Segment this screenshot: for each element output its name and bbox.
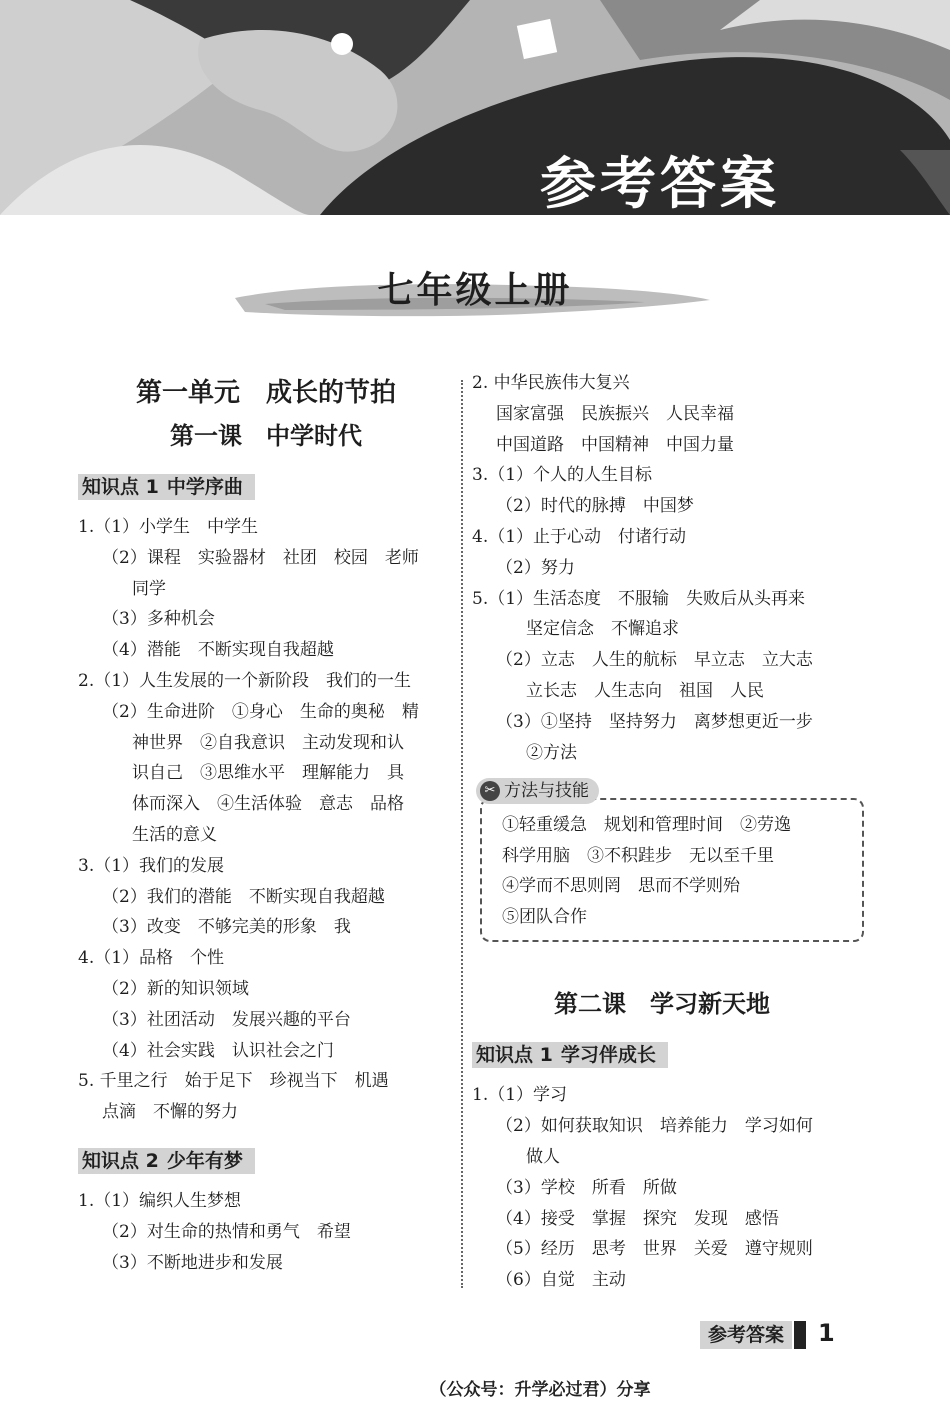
answer-line: 生活的意义 bbox=[132, 824, 217, 845]
answer-line: （3）不断地进步和发展 bbox=[102, 1252, 283, 1273]
answer-line: （5）经历 思考 世界 关爱 遵守规则 bbox=[496, 1239, 813, 1260]
answer-line: （2）我们的潜能 不断实现自我超越 bbox=[102, 886, 385, 907]
answer-line: （2）新的知识领域 bbox=[102, 978, 249, 999]
method-line: ④学而不思则罔 思而不学则殆 bbox=[502, 876, 740, 897]
method-skills-label: ✂ 方法与技能 bbox=[476, 778, 599, 804]
method-line: ⑤团队合作 bbox=[502, 906, 587, 927]
tools-icon: ✂ bbox=[480, 781, 500, 801]
answer-line: 2. 中华民族伟大复兴 bbox=[472, 373, 630, 393]
answer-line: （2）生命进阶 ①身心 生命的奥秘 精 bbox=[102, 701, 419, 722]
footer-section-label: 参考答案 bbox=[700, 1321, 792, 1349]
answer-line: 国家富强 民族振兴 人民幸福 bbox=[496, 403, 734, 424]
method-lines bbox=[502, 810, 852, 932]
continued-answers bbox=[472, 368, 852, 768]
answer-line: 3.（1）个人的人生目标 bbox=[472, 465, 653, 486]
knowledge-point-heading: 知识点 2 少年有梦 bbox=[78, 1148, 255, 1174]
knowledge-point-lines bbox=[472, 1080, 852, 1296]
answer-line: （2）对生命的热情和勇气 希望 bbox=[102, 1221, 351, 1242]
answer-line: （2）课程 实验器材 社团 校园 老师 bbox=[102, 547, 419, 568]
answer-line: 1.（1）学习 bbox=[472, 1085, 568, 1106]
answer-line: 立长志 人生志向 祖国 人民 bbox=[526, 680, 764, 701]
answer-line: （4）社会实践 认识社会之门 bbox=[102, 1040, 334, 1061]
column-divider bbox=[461, 380, 463, 1288]
header-banner bbox=[0, 0, 950, 215]
answer-line: 2.（1）人生发展的一个新阶段 我们的一生 bbox=[78, 670, 412, 691]
knowledge-point-heading: 知识点 1 学习伴成长 bbox=[472, 1042, 668, 1068]
answer-line: （3）改变 不够完美的形象 我 bbox=[102, 917, 351, 938]
left-column bbox=[78, 368, 454, 1278]
answer-line: （4）接受 掌握 探究 发现 感悟 bbox=[496, 1208, 779, 1229]
answer-line: ②方法 bbox=[526, 742, 577, 763]
knowledge-point-heading: 知识点 1 中学序曲 bbox=[78, 474, 255, 500]
page-number: 1 bbox=[818, 1319, 835, 1347]
answer-line: 5. 千里之行 始于足下 珍视当下 机遇 bbox=[78, 1071, 389, 1092]
method-skills-box bbox=[480, 781, 864, 942]
answer-line: （2）努力 bbox=[496, 557, 575, 578]
answer-line: （6）自觉 主动 bbox=[496, 1270, 626, 1291]
answer-line: 神世界 ②自我意识 主动发现和认 bbox=[132, 732, 404, 753]
answer-line: 坚定信念 不懈追求 bbox=[526, 619, 679, 640]
answer-line: （3）学校 所看 所做 bbox=[496, 1177, 677, 1198]
answer-line: 5.（1）生活态度 不服输 失败后从头再来 bbox=[472, 588, 806, 609]
answer-line: 同学 bbox=[132, 578, 166, 599]
answer-line: 体而深入 ④生活体验 意志 品格 bbox=[132, 794, 404, 815]
answer-line: （3）多种机会 bbox=[102, 609, 215, 630]
grade-title: 七年级上册 bbox=[377, 270, 573, 311]
answer-line: 点滴 不懈的努力 bbox=[102, 1102, 238, 1123]
answer-line: （2）时代的脉搏 中国梦 bbox=[496, 496, 694, 517]
answer-line: 3.（1）我们的发展 bbox=[78, 855, 225, 876]
unit-title: 第一单元 成长的节拍 bbox=[135, 378, 396, 408]
answer-line: （3）①坚持 坚持努力 离梦想更近一步 bbox=[496, 711, 813, 732]
lesson-title-2: 第二课 学习新天地 bbox=[554, 990, 770, 1019]
answer-line: 识自己 ③思维水平 理解能力 具 bbox=[132, 763, 404, 784]
answer-line: 4.（1）止于心动 付诸行动 bbox=[472, 526, 687, 547]
answer-line: 中国道路 中国精神 中国力量 bbox=[496, 434, 734, 455]
lesson-title: 第一课 中学时代 bbox=[170, 422, 362, 450]
answer-line: 1.（1）编织人生梦想 bbox=[78, 1190, 242, 1211]
method-line: ①轻重缓急 规划和管理时间 ②劳逸 bbox=[502, 815, 791, 836]
answer-line: 1.（1）小学生 中学生 bbox=[78, 517, 259, 537]
answer-line: 4.（1）品格 个性 bbox=[78, 948, 225, 969]
method-line: 科学用脑 ③不积跬步 无以至千里 bbox=[502, 845, 774, 866]
knowledge-sections bbox=[78, 474, 454, 1278]
answer-line: （2）如何获取知识 培养能力 学习如何 bbox=[496, 1116, 813, 1137]
share-note: （公众号：升学必过君）分享 bbox=[429, 1380, 651, 1400]
banner-title: 参考答案 bbox=[540, 152, 780, 217]
answer-line: （3）社团活动 发展兴趣的平台 bbox=[102, 1009, 351, 1030]
answer-line: 做人 bbox=[526, 1146, 560, 1167]
answer-line: （4）潜能 不断实现自我超越 bbox=[102, 640, 334, 661]
footer-bar bbox=[794, 1321, 806, 1349]
right-column bbox=[472, 368, 852, 1296]
answer-line: （2）立志 人生的航标 早立志 立大志 bbox=[496, 650, 813, 671]
